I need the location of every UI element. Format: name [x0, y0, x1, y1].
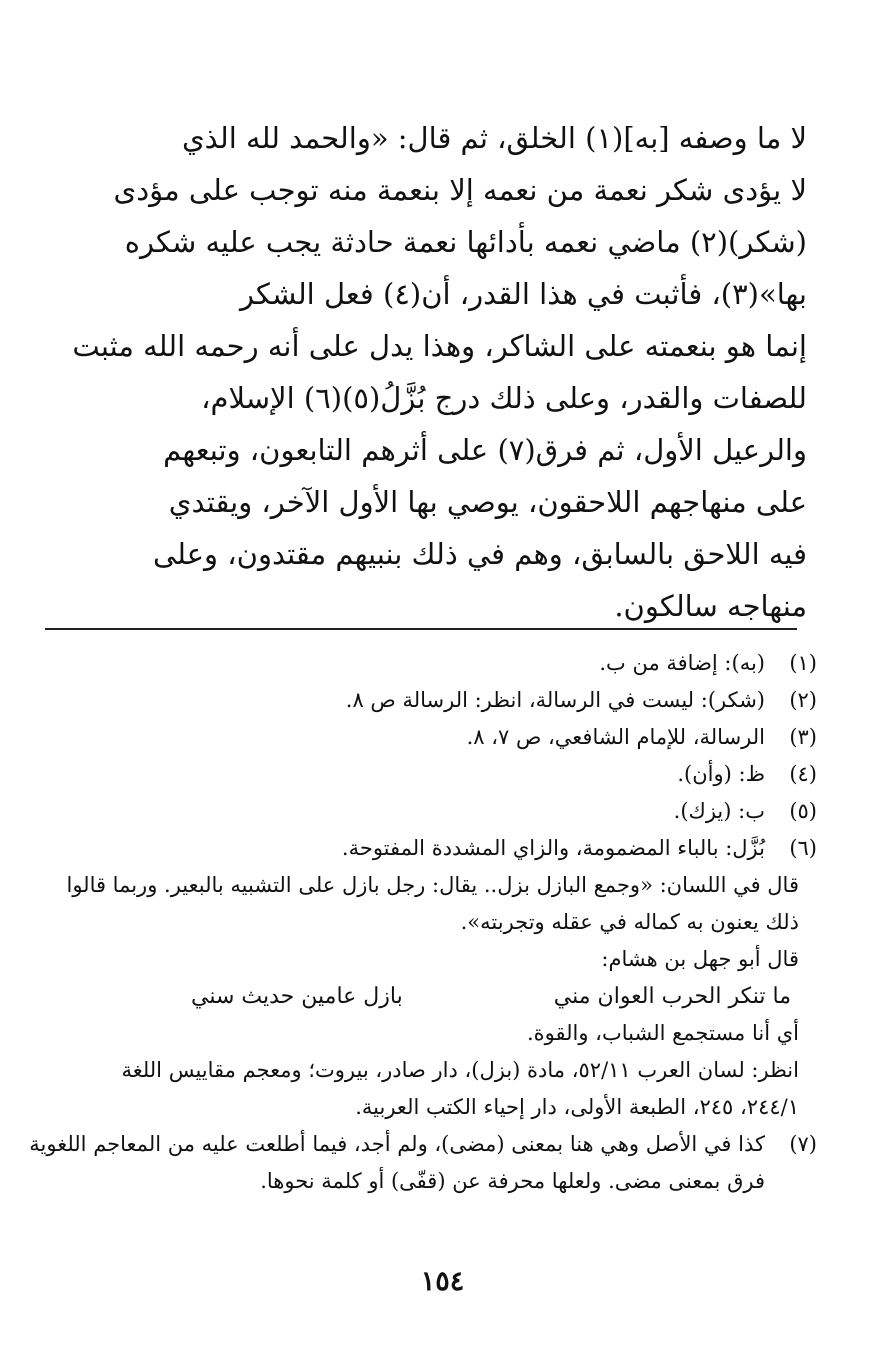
poetry-verse: [191, 978, 791, 1015]
footnote-number: (٢): [789, 688, 817, 712]
page-number: ١٥٤: [420, 1266, 465, 1297]
main-paragraph: [57, 112, 807, 632]
main-line-10: منهاجه سالكون.: [614, 589, 807, 623]
main-line-3: (شكر)(٢) ماضي نعمه بأدائها نعمة حادثة يجب عليه شكره: [124, 225, 807, 259]
footnote-separator: [45, 628, 797, 630]
footnote-text: (شكر): ليست في الرسالة، انظر: الرسالة ص ٨.: [345, 688, 765, 712]
footnote-text: ب: (يزك).: [673, 799, 765, 823]
poet-intro: قال أبو جهل بن هشام:: [601, 947, 799, 971]
footnote-7: [29, 1126, 817, 1200]
footnote-text: (به): إضافة من ب.: [599, 651, 765, 675]
verse-first-hemistich: ما تنكر الحرب العوان مني: [553, 984, 791, 1009]
footnote-number: (٧): [789, 1132, 817, 1156]
main-line-6: للصفات والقدر، وعلى ذلك درج بُزَّلُ(٥)(٦) الإسلام،: [201, 381, 807, 415]
footnote-number: (٥): [789, 799, 817, 823]
footnote-number: (٤): [789, 762, 817, 786]
main-line-9: فيه اللاحق بالسابق، وهم في ذلك بنبيهم مقتدون، وعلى: [152, 537, 807, 571]
footnote-text: بُزَّل: بالباء المضمومة، والزاي المشددة المفتوحة.: [341, 836, 765, 860]
footnote-7-line-1: كذا في الأصل وهي هنا بمعنى (مضى)، ولم أجد، فيما أطلعت عليه من المعاجم اللغوية: [29, 1132, 765, 1156]
footnote-6-body: [47, 867, 799, 1126]
verse-gloss: أي أنا مستجمع الشباب، والقوة.: [526, 1021, 799, 1045]
footnote-text: الرسالة، للإمام الشافعي، ص ٧، ٨.: [466, 725, 765, 749]
footnote-text: ظ: (وأن).: [677, 762, 765, 786]
footnote-1: [47, 645, 817, 682]
main-line-4: بها»(٣)، فأثبت في هذا القدر، أن(٤) فعل الشكر: [239, 277, 807, 311]
footnote-number: (٣): [789, 725, 817, 749]
reference-line-2: ٢٤٤/١، ٢٤٥، الطبعة الأولى، دار إحياء الكتب العربية.: [355, 1095, 799, 1119]
main-line-1: لا ما وصفه [به](١) الخلق، ثم قال: «والحمد لله الذي: [181, 121, 807, 155]
footnote-3: [47, 719, 817, 756]
footnote-2: [47, 682, 817, 719]
reference-line-1: انظر: لسان العرب ٥٢/١١، مادة (بزل)، دار صادر، بيروت؛ ومعجم مقاييس اللغة: [121, 1058, 799, 1082]
verse-second-hemistich: بازل عامين حديث سني: [191, 984, 403, 1009]
main-text: [57, 112, 807, 632]
lisan-quote-line-2: ذلك يعنون به كماله في عقله وتجربته».: [460, 910, 799, 934]
footnote-number: (٦): [789, 836, 817, 860]
footnote-7-line-2: فرق بمعنى مضى. ولعلها محرفة عن (قفّى) أو كلمة نحوها.: [260, 1169, 765, 1193]
lisan-quote-line-1: قال في اللسان: «وجمع البازل بزل.. يقال: رجل بازل على التشبيه بالبعير. وربما قالوا: [66, 873, 799, 897]
main-line-7: والرعيل الأول، ثم فرق(٧) على أثرهم التابعون، وتبعهم: [163, 433, 807, 467]
main-line-5: إنما هو بنعمته على الشاكر، وهذا يدل على أنه رحمه الله مثبت: [72, 329, 807, 363]
footnote-5: [47, 793, 817, 830]
footnote-number: (١): [789, 651, 817, 675]
main-line-8: على منهاجهم اللاحقون، يوصي بها الأول الآخر، ويقتدي: [168, 485, 807, 519]
footnotes: [29, 645, 817, 1200]
main-line-2: لا يؤدى شكر نعمة من نعمه إلا بنعمة منه توجب على مؤدى: [113, 173, 807, 207]
footnote-4: [47, 756, 817, 793]
footnote-6: [47, 830, 817, 1126]
